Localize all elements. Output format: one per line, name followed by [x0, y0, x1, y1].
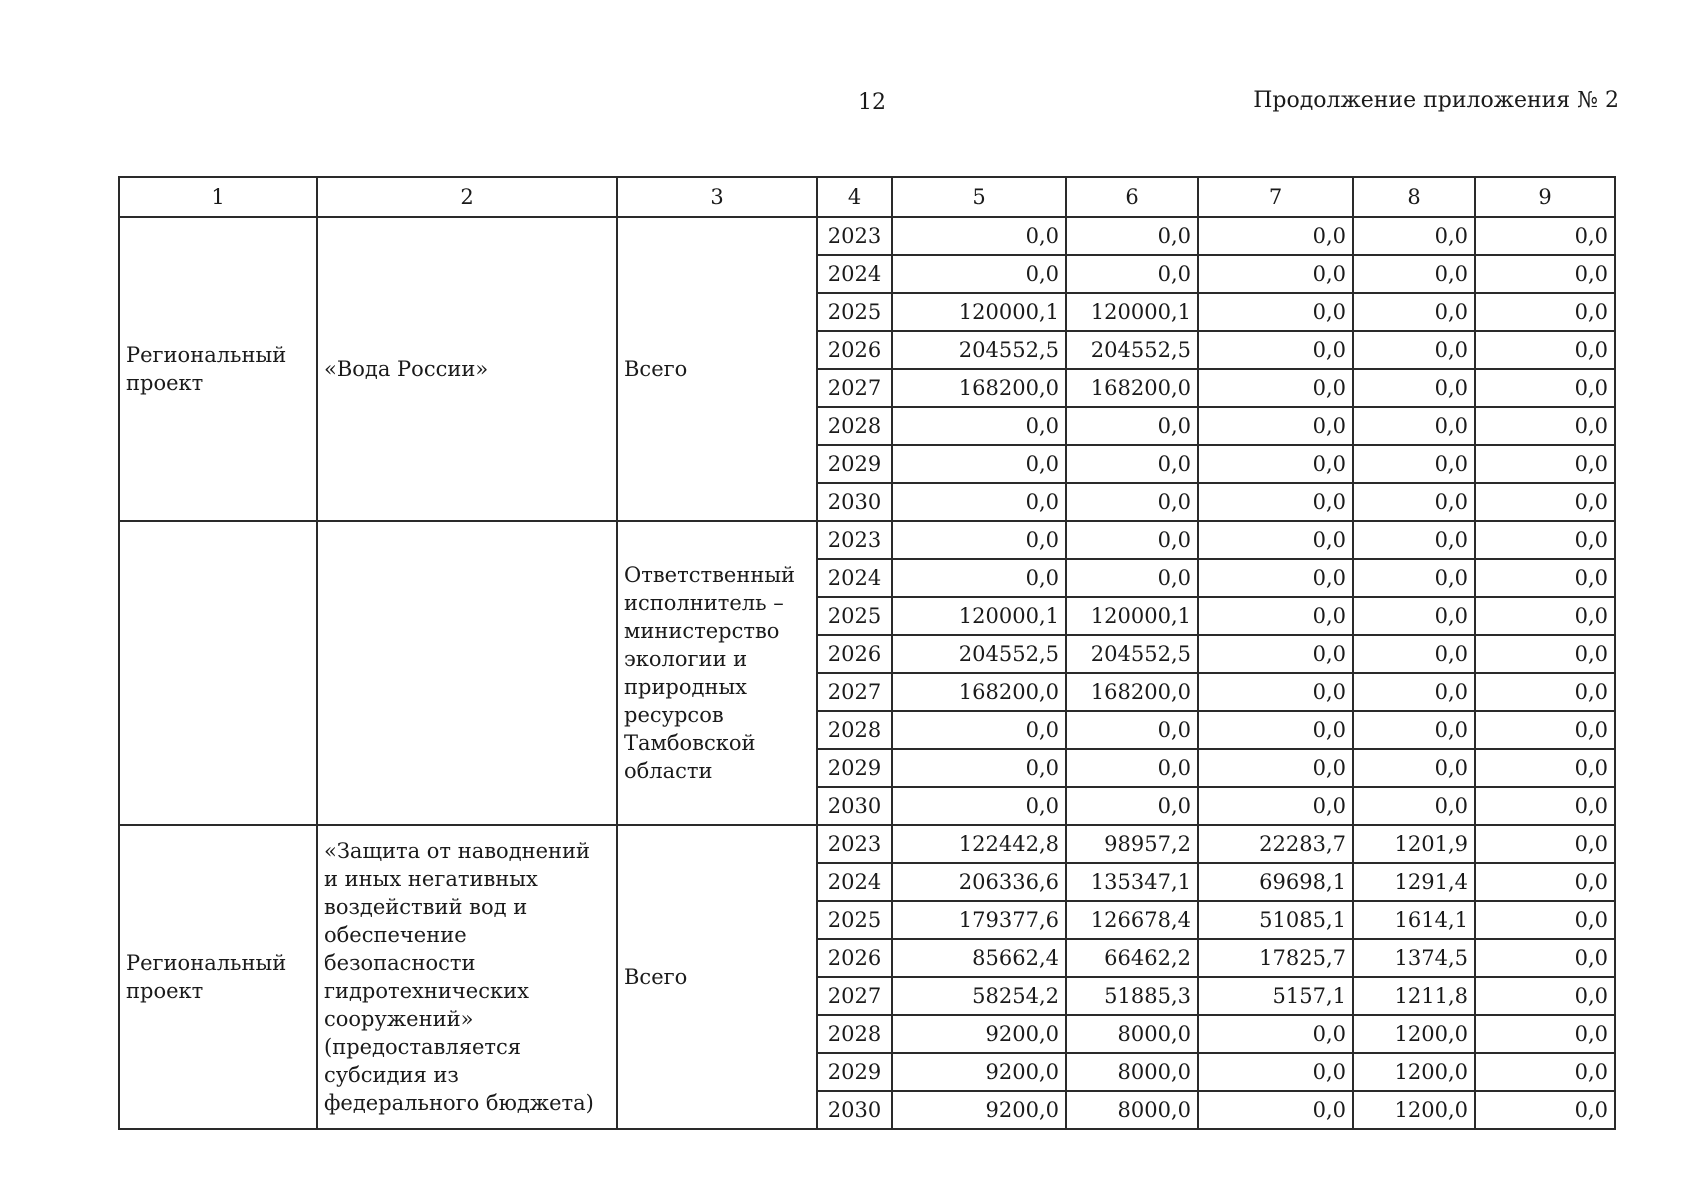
- amount-cell-7: 0,0: [1198, 521, 1353, 559]
- amount-cell-9: 0,0: [1475, 939, 1615, 977]
- column-header-4: 4: [817, 177, 892, 217]
- amount-cell-9: 0,0: [1475, 293, 1615, 331]
- amount-cell-6: 0,0: [1066, 521, 1198, 559]
- amount-cell-6: 120000,1: [1066, 597, 1198, 635]
- year-cell: 2025: [817, 597, 892, 635]
- amount-cell-5: 0,0: [892, 749, 1066, 787]
- amount-cell-7: 0,0: [1198, 445, 1353, 483]
- amount-cell-7: 0,0: [1198, 1053, 1353, 1091]
- amount-cell-8: 0,0: [1353, 407, 1475, 445]
- year-cell: 2023: [817, 825, 892, 863]
- column-header-1: 1: [119, 177, 317, 217]
- amount-cell-8: 1200,0: [1353, 1015, 1475, 1053]
- amount-cell-6: 0,0: [1066, 407, 1198, 445]
- funding-source-cell: Всего: [617, 825, 817, 1129]
- amount-cell-9: 0,0: [1475, 977, 1615, 1015]
- amount-cell-7: 0,0: [1198, 1091, 1353, 1129]
- amount-cell-6: 8000,0: [1066, 1015, 1198, 1053]
- column-header-9: 9: [1475, 177, 1615, 217]
- amount-cell-9: 0,0: [1475, 673, 1615, 711]
- amount-cell-8: 0,0: [1353, 369, 1475, 407]
- year-cell: 2023: [817, 217, 892, 255]
- amount-cell-8: 1201,9: [1353, 825, 1475, 863]
- amount-cell-7: 0,0: [1198, 217, 1353, 255]
- amount-cell-5: 0,0: [892, 255, 1066, 293]
- amount-cell-8: 1291,4: [1353, 863, 1475, 901]
- amount-cell-6: 98957,2: [1066, 825, 1198, 863]
- amount-cell-8: 1200,0: [1353, 1091, 1475, 1129]
- amount-cell-9: 0,0: [1475, 787, 1615, 825]
- year-cell: 2023: [817, 521, 892, 559]
- year-cell: 2026: [817, 635, 892, 673]
- amount-cell-9: 0,0: [1475, 217, 1615, 255]
- amount-cell-8: 0,0: [1353, 559, 1475, 597]
- table-header-row: [119, 177, 1615, 217]
- program-type-cell: Региональный проект: [119, 217, 317, 521]
- amount-cell-7: 69698,1: [1198, 863, 1353, 901]
- year-cell: 2027: [817, 673, 892, 711]
- table-row: [119, 825, 1615, 863]
- amount-cell-5: 120000,1: [892, 293, 1066, 331]
- year-cell: 2024: [817, 863, 892, 901]
- column-header-3: 3: [617, 177, 817, 217]
- amount-cell-8: 0,0: [1353, 711, 1475, 749]
- amount-cell-7: 0,0: [1198, 1015, 1353, 1053]
- column-header-7: 7: [1198, 177, 1353, 217]
- amount-cell-6: 0,0: [1066, 255, 1198, 293]
- amount-cell-9: 0,0: [1475, 1015, 1615, 1053]
- amount-cell-9: 0,0: [1475, 369, 1615, 407]
- project-name-cell: «Вода России»: [317, 217, 617, 521]
- amount-cell-8: 1374,5: [1353, 939, 1475, 977]
- amount-cell-9: 0,0: [1475, 1053, 1615, 1091]
- amount-cell-7: 0,0: [1198, 483, 1353, 521]
- amount-cell-6: 66462,2: [1066, 939, 1198, 977]
- amount-cell-7: 0,0: [1198, 673, 1353, 711]
- amount-cell-9: 0,0: [1475, 331, 1615, 369]
- year-cell: 2029: [817, 749, 892, 787]
- amount-cell-6: 0,0: [1066, 711, 1198, 749]
- amount-cell-6: 0,0: [1066, 787, 1198, 825]
- amount-cell-7: 5157,1: [1198, 977, 1353, 1015]
- amount-cell-9: 0,0: [1475, 255, 1615, 293]
- amount-cell-7: 17825,7: [1198, 939, 1353, 977]
- amount-cell-6: 8000,0: [1066, 1053, 1198, 1091]
- year-cell: 2030: [817, 483, 892, 521]
- amount-cell-9: 0,0: [1475, 635, 1615, 673]
- program-type-cell: Региональный проект: [119, 825, 317, 1129]
- program-type-cell: [119, 521, 317, 825]
- amount-cell-5: 122442,8: [892, 825, 1066, 863]
- amount-cell-5: 0,0: [892, 559, 1066, 597]
- amount-cell-8: 0,0: [1353, 445, 1475, 483]
- amount-cell-5: 168200,0: [892, 673, 1066, 711]
- amount-cell-8: 1614,1: [1353, 901, 1475, 939]
- amount-cell-6: 51885,3: [1066, 977, 1198, 1015]
- year-cell: 2026: [817, 939, 892, 977]
- year-cell: 2024: [817, 255, 892, 293]
- amount-cell-5: 9200,0: [892, 1015, 1066, 1053]
- amount-cell-8: 0,0: [1353, 597, 1475, 635]
- amount-cell-8: 0,0: [1353, 787, 1475, 825]
- amount-cell-7: 0,0: [1198, 749, 1353, 787]
- amount-cell-5: 0,0: [892, 407, 1066, 445]
- amount-cell-7: 0,0: [1198, 559, 1353, 597]
- amount-cell-5: 9200,0: [892, 1053, 1066, 1091]
- amount-cell-9: 0,0: [1475, 407, 1615, 445]
- amount-cell-9: 0,0: [1475, 901, 1615, 939]
- amount-cell-6: 204552,5: [1066, 635, 1198, 673]
- amount-cell-9: 0,0: [1475, 597, 1615, 635]
- amount-cell-5: 58254,2: [892, 977, 1066, 1015]
- year-cell: 2025: [817, 901, 892, 939]
- amount-cell-8: 0,0: [1353, 255, 1475, 293]
- column-header-8: 8: [1353, 177, 1475, 217]
- amount-cell-7: 22283,7: [1198, 825, 1353, 863]
- year-cell: 2030: [817, 1091, 892, 1129]
- column-header-2: 2: [317, 177, 617, 217]
- amount-cell-9: 0,0: [1475, 483, 1615, 521]
- funding-source-cell: Ответственный исполнитель – министерство экологии и природных ресурсов Тамбовской области: [617, 521, 817, 825]
- amount-cell-6: 0,0: [1066, 217, 1198, 255]
- amount-cell-5: 0,0: [892, 521, 1066, 559]
- year-cell: 2030: [817, 787, 892, 825]
- amount-cell-6: 8000,0: [1066, 1091, 1198, 1129]
- amount-cell-5: 0,0: [892, 711, 1066, 749]
- project-name-cell: [317, 521, 617, 825]
- amount-cell-5: 179377,6: [892, 901, 1066, 939]
- column-header-6: 6: [1066, 177, 1198, 217]
- amount-cell-5: 206336,6: [892, 863, 1066, 901]
- year-cell: 2027: [817, 977, 892, 1015]
- amount-cell-7: 0,0: [1198, 597, 1353, 635]
- year-cell: 2026: [817, 331, 892, 369]
- amount-cell-7: 0,0: [1198, 635, 1353, 673]
- amount-cell-5: 9200,0: [892, 1091, 1066, 1129]
- amount-cell-7: 0,0: [1198, 293, 1353, 331]
- amount-cell-6: 120000,1: [1066, 293, 1198, 331]
- amount-cell-5: 85662,4: [892, 939, 1066, 977]
- amount-cell-8: 0,0: [1353, 483, 1475, 521]
- amount-cell-8: 0,0: [1353, 749, 1475, 787]
- amount-cell-9: 0,0: [1475, 1091, 1615, 1129]
- amount-cell-5: 168200,0: [892, 369, 1066, 407]
- amount-cell-7: 0,0: [1198, 255, 1353, 293]
- amount-cell-7: 0,0: [1198, 369, 1353, 407]
- amount-cell-8: 1211,8: [1353, 977, 1475, 1015]
- amount-cell-8: 0,0: [1353, 293, 1475, 331]
- table-row: [119, 521, 1615, 559]
- amount-cell-8: 0,0: [1353, 331, 1475, 369]
- amount-cell-6: 168200,0: [1066, 369, 1198, 407]
- table-row: [119, 217, 1615, 255]
- year-cell: 2025: [817, 293, 892, 331]
- amount-cell-6: 168200,0: [1066, 673, 1198, 711]
- amount-cell-5: 0,0: [892, 483, 1066, 521]
- amount-cell-9: 0,0: [1475, 711, 1615, 749]
- column-header-5: 5: [892, 177, 1066, 217]
- amount-cell-8: 1200,0: [1353, 1053, 1475, 1091]
- amount-cell-7: 0,0: [1198, 711, 1353, 749]
- amount-cell-7: 51085,1: [1198, 901, 1353, 939]
- year-cell: 2029: [817, 445, 892, 483]
- amount-cell-8: 0,0: [1353, 521, 1475, 559]
- amount-cell-7: 0,0: [1198, 787, 1353, 825]
- year-cell: 2029: [817, 1053, 892, 1091]
- amount-cell-5: 0,0: [892, 787, 1066, 825]
- amount-cell-6: 0,0: [1066, 749, 1198, 787]
- amount-cell-9: 0,0: [1475, 445, 1615, 483]
- table-body: [119, 217, 1615, 1129]
- page-number: 12: [858, 90, 886, 115]
- amount-cell-6: 0,0: [1066, 559, 1198, 597]
- appendix-continuation-title: Продолжение приложения № 2: [1253, 88, 1619, 113]
- year-cell: 2028: [817, 1015, 892, 1053]
- amount-cell-9: 0,0: [1475, 749, 1615, 787]
- budget-table: [118, 176, 1616, 1130]
- project-name-cell: «Защита от наводнений и иных негативных воздействий вод и обеспечение безопасности гидротехнических сооружений» (предоставляется субсидия из федерального бюджета): [317, 825, 617, 1129]
- amount-cell-5: 204552,5: [892, 331, 1066, 369]
- year-cell: 2028: [817, 711, 892, 749]
- amount-cell-8: 0,0: [1353, 635, 1475, 673]
- amount-cell-6: 0,0: [1066, 483, 1198, 521]
- funding-source-cell: Всего: [617, 217, 817, 521]
- amount-cell-7: 0,0: [1198, 331, 1353, 369]
- year-cell: 2027: [817, 369, 892, 407]
- year-cell: 2024: [817, 559, 892, 597]
- amount-cell-7: 0,0: [1198, 407, 1353, 445]
- amount-cell-8: 0,0: [1353, 673, 1475, 711]
- amount-cell-9: 0,0: [1475, 559, 1615, 597]
- amount-cell-9: 0,0: [1475, 863, 1615, 901]
- year-cell: 2028: [817, 407, 892, 445]
- amount-cell-6: 0,0: [1066, 445, 1198, 483]
- amount-cell-9: 0,0: [1475, 521, 1615, 559]
- amount-cell-5: 0,0: [892, 445, 1066, 483]
- amount-cell-6: 204552,5: [1066, 331, 1198, 369]
- amount-cell-6: 135347,1: [1066, 863, 1198, 901]
- amount-cell-5: 204552,5: [892, 635, 1066, 673]
- amount-cell-5: 0,0: [892, 217, 1066, 255]
- amount-cell-5: 120000,1: [892, 597, 1066, 635]
- amount-cell-9: 0,0: [1475, 825, 1615, 863]
- amount-cell-8: 0,0: [1353, 217, 1475, 255]
- amount-cell-6: 126678,4: [1066, 901, 1198, 939]
